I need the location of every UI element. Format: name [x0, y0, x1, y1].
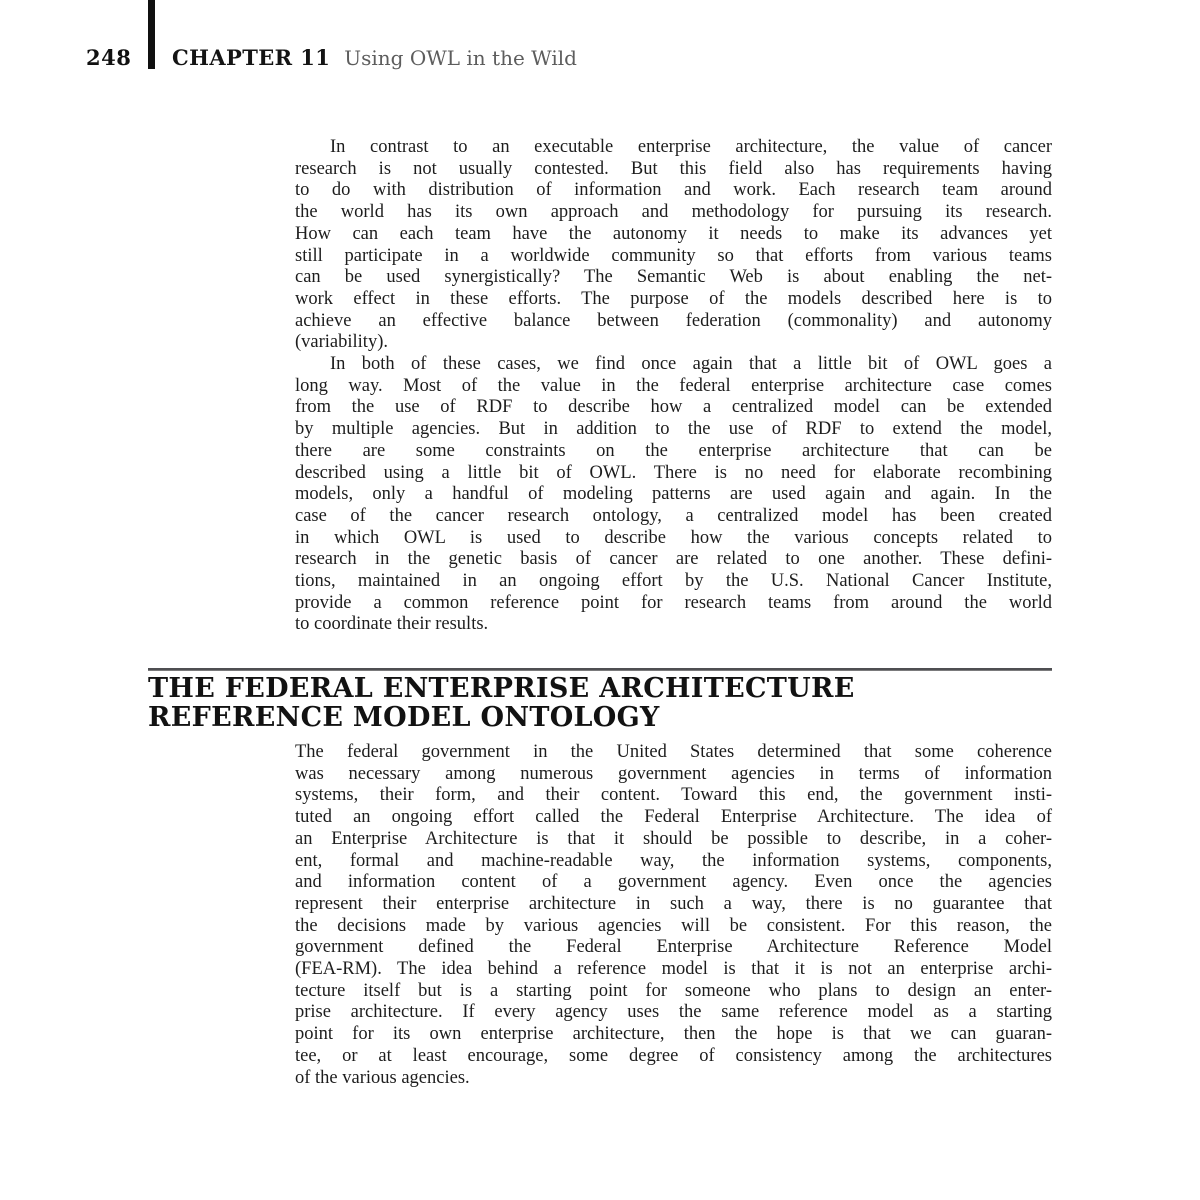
- text-line: long way. Most of the value in the federal enterprise architecture case comes: [295, 375, 1052, 396]
- section-rule: [148, 668, 1052, 671]
- text-line: of the various agencies.: [295, 1067, 470, 1088]
- text-line: (variability).: [295, 332, 388, 353]
- text-line: was necessary among numerous government agencies in terms of information: [295, 763, 1052, 784]
- text-line: the world has its own approach and methodology for pursuing its research.: [295, 202, 1052, 223]
- section-heading: [148, 674, 855, 732]
- chapter-label: CHAPTER 11: [172, 45, 331, 70]
- text-line: can be used synergistically? The Semantic Web is about enabling the net-: [295, 267, 1052, 288]
- text-line: an Enterprise Architecture is that it should be possible to describe, in a coher-: [295, 828, 1052, 849]
- text-line: tions, maintained in an ongoing effort by the U.S. National Cancer Institute,: [295, 571, 1052, 592]
- text-line: in which OWL is used to describe how the various concepts related to: [295, 527, 1052, 548]
- text-line: systems, their form, and their content. Toward this end, the government insti-: [295, 785, 1052, 806]
- text-line: prise architecture. If every agency uses the same reference model as a starting: [295, 1002, 1052, 1023]
- text-line: ent, formal and machine-readable way, the information systems, components,: [295, 850, 1052, 871]
- text-line: provide a common reference point for research teams from around the world: [295, 592, 1052, 613]
- text-line: there are some constraints on the enterprise architecture that can be: [295, 440, 1052, 461]
- text-line: achieve an effective balance between federation (commonality) and autonomy: [295, 310, 1052, 331]
- text-line: and information content of a government agency. Even once the agencies: [295, 872, 1052, 893]
- text-line: represent their enterprise architecture in such a way, there is no guarantee that: [295, 893, 1052, 914]
- paragraph: [295, 354, 1052, 636]
- text-line: point for its own enterprise architecture, then the hope is that we can guaran-: [295, 1024, 1052, 1045]
- text-line: The federal government in the United States determined that some coherence: [295, 742, 1052, 762]
- text-line: to coordinate their results.: [295, 614, 489, 635]
- section-heading-line2: REFERENCE MODEL ONTOLOGY: [148, 702, 660, 733]
- text-line: How can each team have the autonomy it needs to make its advances yet: [295, 223, 1052, 244]
- text-line: models, only a handful of modeling patterns are used again and again. In the: [295, 484, 1052, 505]
- paragraph: [295, 137, 1052, 354]
- text-line: tuted an ongoing effort called the Federal Enterprise Architecture. The idea of: [295, 807, 1052, 828]
- text-line: from the use of RDF to describe how a centralized model can be extended: [295, 397, 1052, 418]
- text-line: still participate in a worldwide community so that efforts from various teams: [295, 245, 1052, 266]
- chapter-title: Using OWL in the Wild: [344, 46, 577, 70]
- text-line: case of the cancer research ontology, a centralized model has been created: [295, 505, 1052, 526]
- text-line: described using a little bit of OWL. There is no need for elaborate recombining: [295, 462, 1052, 483]
- text-line: tee, or at least encourage, some degree of consistency among the architectures: [295, 1045, 1052, 1066]
- text-line: by multiple agencies. But in addition to the use of RDF to extend the model,: [295, 419, 1052, 440]
- paragraph: [295, 742, 1052, 1089]
- text-line: In both of these cases, we find once again that a little bit of OWL goes a: [330, 354, 1052, 374]
- running-header: [172, 46, 577, 70]
- text-line: government defined the Federal Enterprise Architecture Reference Model: [295, 937, 1052, 958]
- text-line: In contrast to an executable enterprise architecture, the value of cancer: [330, 137, 1052, 157]
- text-line: research is not usually contested. But this field also has requirements having: [295, 158, 1052, 179]
- section-heading-line1: THE FEDERAL ENTERPRISE ARCHITECTURE: [148, 673, 855, 704]
- page-number: 248: [86, 45, 132, 70]
- text-line: tecture itself but is a starting point for someone who plans to design an enter-: [295, 980, 1052, 1001]
- text-line: the decisions made by various agencies will be consistent. For this reason, the: [295, 915, 1052, 936]
- text-line: work effect in these efforts. The purpose of the models described here is to: [295, 288, 1052, 309]
- text-line: (FEA-RM). The idea behind a reference model is that it is not an enterprise archi-: [295, 959, 1052, 980]
- header-divider-bar: [148, 0, 155, 69]
- text-line: to do with distribution of information and work. Each research team around: [295, 180, 1052, 201]
- text-line: research in the genetic basis of cancer are related to one another. These defini-: [295, 549, 1052, 570]
